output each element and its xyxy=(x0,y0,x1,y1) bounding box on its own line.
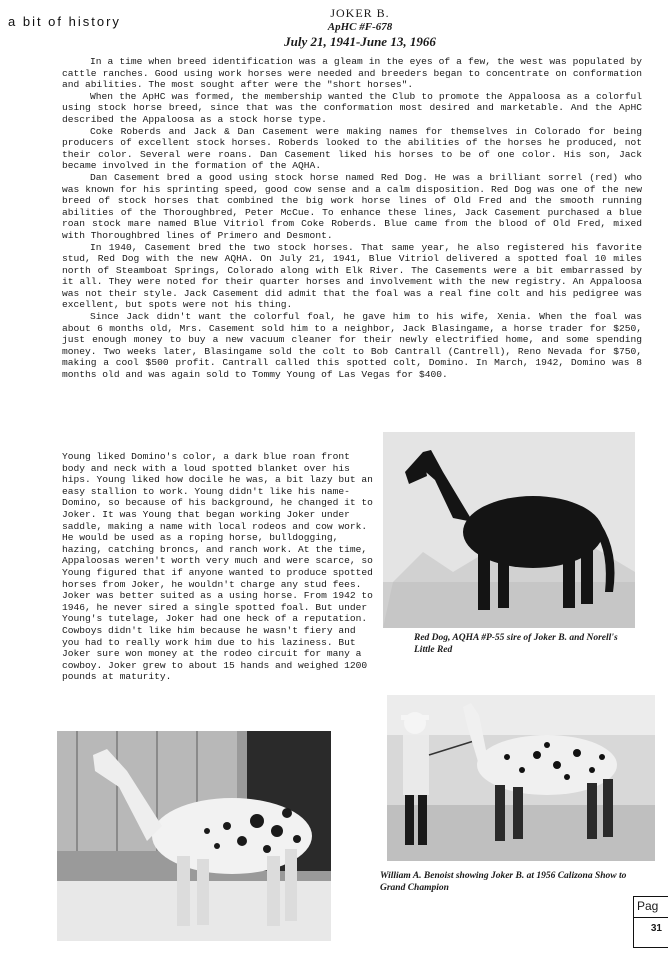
paragraph: In a time when breed identification was a gleam in the eyes of a few, the west was populated by cattle ranches. Good using work horses were needed and breeders began to concentrate on conformation and abilities. The most sought after were the "short horses". xyxy=(62,56,642,91)
paragraph: In 1940, Casement bred the two stock horses. That same year, he also registered his favorite stud, Red Dog with the new AQHA. On July 21, 1941, Blue Vitriol delivered a spotted foal 10 miles north of Steamboat Springs, Colorado along with Elk River. The Casements were a bit embarrassed by it all. They were noted for their quarter horses and involvement with the new registry. An Appaloosa was not their style. Jack Casement did admit that the foal was a real fine colt and his pedigree was excellent, but spots were not his thing. xyxy=(62,241,642,311)
horse-name: JOKER B. xyxy=(330,6,390,20)
article-body xyxy=(62,56,642,381)
tab-divider xyxy=(634,917,668,918)
paragraph: Since Jack didn't want the colorful foal, he gave him to his wife, Xenia. When the foal was about 6 months old, Mrs. Casement sold him to a neighbor, Jack Blasingame, a horse trader for $250, just enough money to buy a new vacuum cleaner for their newly electrified home, and some spending money. Two weeks later, Blasingame sold the colt to Bob Cantrall (Cantrell), Reno Nevada for $750, making a cool $500 profit. Cantrall called this spotted colt, Domino. In March, 1942, Domino was 8 months old and was again sold to Tommy Young of Las Vegas for $400. xyxy=(62,311,642,381)
joker-b-photo xyxy=(57,731,331,941)
article-body-continued xyxy=(62,451,378,683)
benoist-photo xyxy=(387,695,655,861)
paragraph: Dan Casement bred a good using stock horse named Red Dog. He was a brilliant sorrel (red) who was known for his sprinting speed, good cow sense and a calm disposition. Red Dog was one of the new breed of stock horses that combined the big work horse lines of Old Fred and the smooth running abilities of the Thoroughbred, Peter McCue. To enhance these lines, Jack Casement purchased a blue roan stock mare named Blue Vitriol from Coke Roberds. Blue came from the blood of Old Fred, mixed with Thoroughbred lines of Primero and Desmont. xyxy=(62,171,642,241)
article-header xyxy=(150,6,570,50)
paragraph: Young liked Domino's color, a dark blue roan front body and neck with a loud spotted blanket over his hips. Young liked how docile he was, a bit lazy but an easy stallion to work. Young didn't like his name-Domino, so because of his background, he changed it to Joker. It was Young that began working Joker under saddle, making a name with local rodeos and cow work. He would be used as a roping horse, bulldogging, hazing, catching broncs, and ranch work. At the time, Appaloosas weren't worth very much and were scarce, so Young figured that if anyone wanted to produce spotted horses from Joker, he wouldn't charge any stud fees. Joker was better suited as a using horse. From 1942 to 1946, he never sired a single spotted foal. But under Young's tutelage, Joker had one heck of a reputation. Cowboys didn't like him because he wasn't fiery and you had to really work him due to his laziness. But Joker sure won money at the rodeo circuit for many a cowboy. Joker grew to about 15 hands and weighed 1200 pounds at maturity. xyxy=(62,451,373,683)
registration-number: ApHC #F-678 xyxy=(327,21,393,33)
paragraph: When the ApHC was formed, the membership wanted the Club to promote the Appaloosa as a colorful using stock horse breed, since that was the conformation most desired and marketable. And the ApHC described the Appaloosa as a stock horse type. xyxy=(62,90,642,125)
paragraph: Coke Roberds and Jack & Dan Casement were making names for themselves in Colorado for being producers of excellent stock horses. Roberds looked to the abilities of the horses he produced, not their color. Several were roans. Dan Casement liked his horses to be of one color. His son, Jack became involved in the formation of the AQHA. xyxy=(62,125,642,172)
page-number: 31 xyxy=(650,923,662,934)
red-dog-photo xyxy=(383,432,635,628)
page-label: Pag xyxy=(637,899,659,913)
benoist-caption: William A. Benoist showing Joker B. at 1956 Calizona Show to Grand Champion xyxy=(380,871,627,893)
life-dates: July 21, 1941-June 13, 1966 xyxy=(284,34,436,49)
red-dog-caption: Red Dog, AQHA #P-55 sire of Joker B. and Norell's Little Red xyxy=(414,633,618,655)
section-label: a bit of history xyxy=(8,14,121,29)
page-number-tab xyxy=(633,896,668,948)
